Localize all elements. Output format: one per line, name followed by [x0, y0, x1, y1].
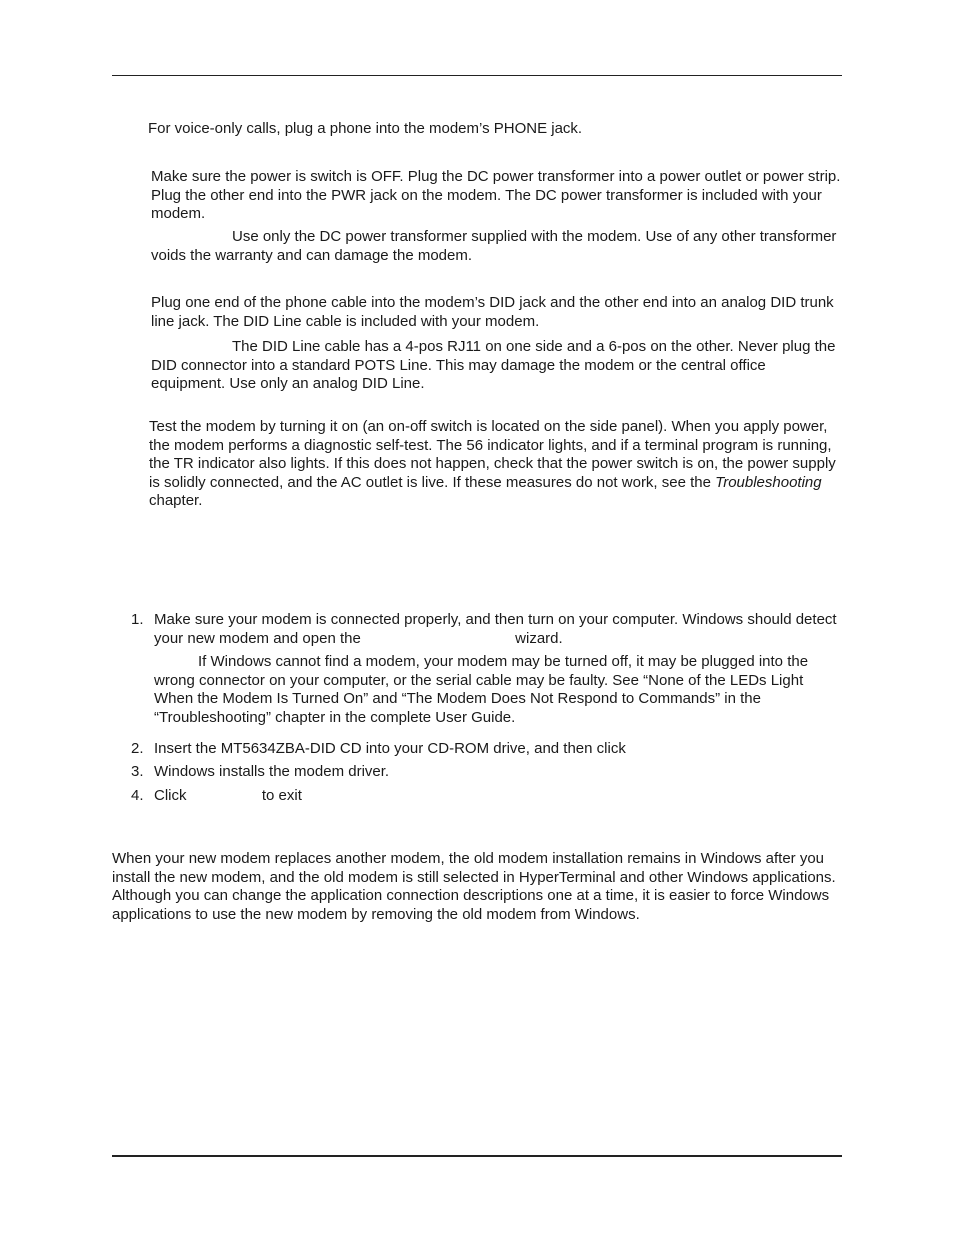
power-caution-text: Use only the DC power transformer supplied with the modem. Use of any other transformer voids the warranty and can damage the modem.: [151, 228, 837, 264]
step-note-text: If Windows cannot find a modem, your modem may be turned off, it may be plugged into the wrong connector on your computer, or the serial cable may be faulty. See “None of the LEDs Light When the Modem Is Turned On” and “The Modem Does Not Respond to Commands” in the “Troubleshooting” chapter in the complete User Guide.: [154, 653, 809, 726]
step-number: 3.: [131, 763, 144, 780]
self-test-paragraph: [149, 418, 843, 511]
footer-rule: [112, 1155, 842, 1157]
list-item: [131, 611, 841, 728]
troubleshooting-chapter-ref: Troubleshooting: [715, 473, 822, 491]
phone-jack-paragraph: For voice-only calls, plug a phone into the modem’s PHONE jack.: [148, 120, 583, 137]
self-test-text: Test the modem by turning it on (an on-off switch is located on the side panel). When you apply power, the modem performs a diagnostic self-test. The 56 indicator lights, and if a terminal program is running, the TR indicator also lights. If this does not happen, check that the power switch is on, the power supply is solidly connected, and the AC outlet is live. If these measures do not work, see the: [149, 418, 836, 491]
did-caution-note: [151, 338, 843, 394]
step-number: 4.: [131, 787, 144, 804]
did-caution-text: The DID Line cable has a 4-pos RJ11 on one side and a 6-pos on the other. Never plug the DID connector into a standard POTS Line. This may damage the modem or the central office equipment. Use only an analog DID Line.: [151, 338, 836, 393]
header-rule: [112, 75, 842, 76]
self-test-text-end: chapter.: [149, 492, 203, 510]
did-paragraph: Plug one end of the phone cable into the modem’s DID jack and the other end into an analog DID trunk line jack. The DID Line cable is included with your modem.: [151, 294, 834, 330]
step-text-end: wizard.: [515, 629, 563, 647]
step-text: Windows installs the modem driver.: [154, 763, 390, 780]
step-text: Insert the MT5634ZBA-DID CD into your CD-ROM drive, and then click: [154, 740, 626, 757]
list-item: [131, 787, 841, 806]
step-text: Make sure your modem is connected properly, and then turn on your computer. Windows should detect your new modem and open the: [154, 611, 837, 647]
step-number: 2.: [131, 740, 144, 757]
step-note: [154, 653, 841, 727]
step-text-end: to exit: [261, 787, 302, 804]
step-number: 1.: [131, 611, 144, 628]
step-text: Click: [154, 787, 187, 804]
install-steps-list: [131, 611, 841, 811]
list-item: [131, 740, 841, 759]
power-paragraph: Make sure the power is switch is OFF. Plug the DC power transformer into a power outlet or power strip. Plug the other end into the PWR jack on the modem. The DC power transformer is included with your modem.: [151, 168, 841, 223]
list-item: [131, 763, 841, 782]
power-caution-note: [151, 228, 843, 265]
replace-modem-paragraph: When your new modem replaces another modem, the old modem installation remains in Windows after you install the new modem, and the old modem is still selected in HyperTerminal and other Windows applications. Although you can change the application connection descriptions one at a time, it is easier to force Windows applications to use the new modem by removing the old modem from Windows.: [112, 850, 836, 923]
